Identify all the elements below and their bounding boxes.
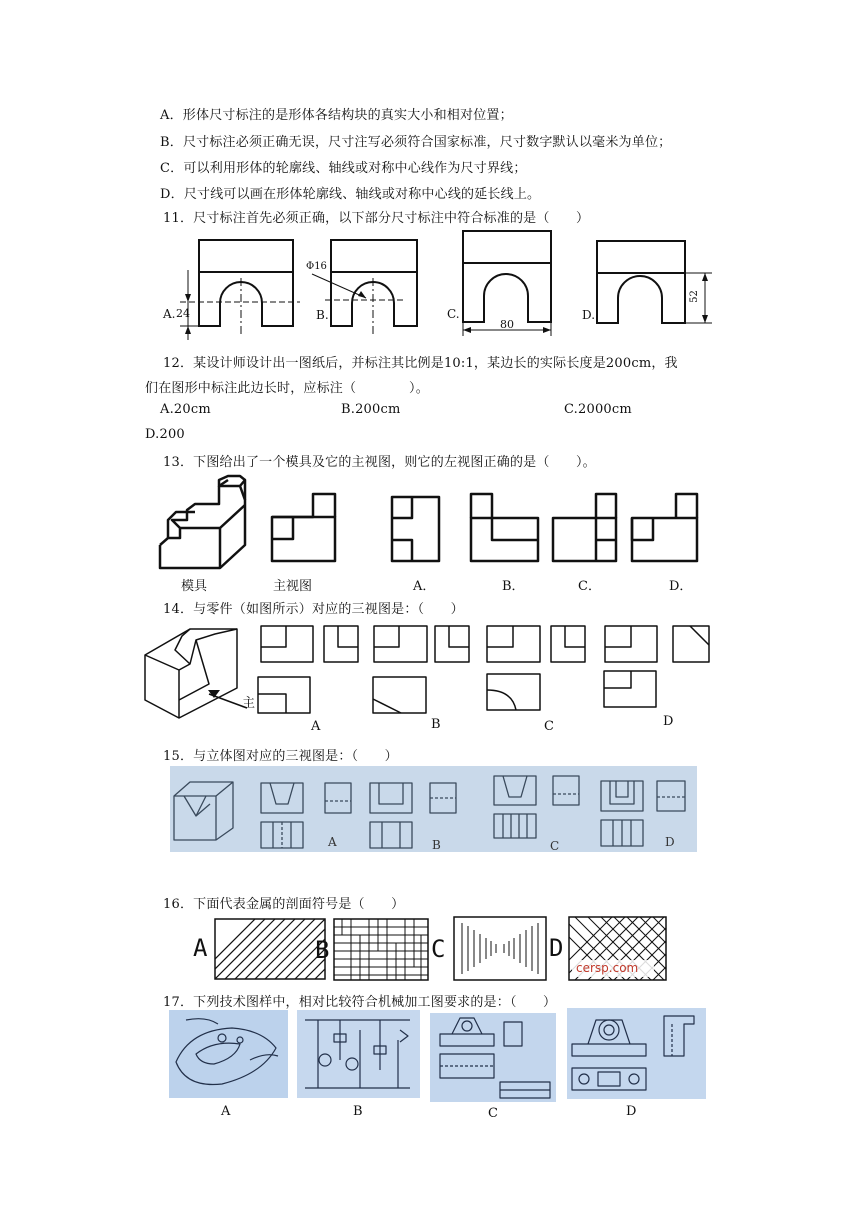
q14-label-c: C xyxy=(544,719,554,734)
q17-label-c: C xyxy=(488,1106,498,1121)
q17-label-b: B xyxy=(353,1104,363,1119)
q15-figures xyxy=(0,766,860,852)
q12-stem-line2: 们在图形中标注此边长时，应标注（ ）。 xyxy=(145,381,429,396)
q16-label-a: A xyxy=(193,934,208,962)
q17-label-d: D xyxy=(626,1104,637,1119)
q15-label-d: D xyxy=(665,835,675,849)
q11-stem: 11．尺寸标注首先必须正确，以下部分尺寸标注中符合标准的是（ ） xyxy=(163,211,590,226)
q16-watermark: cersp.com xyxy=(576,961,639,975)
q16-label-d: D xyxy=(549,934,564,962)
q13-label-d: D． xyxy=(669,579,693,594)
q11-option-d-label: D. xyxy=(582,308,596,322)
q14-stem: 14．与零件（如图所示）对应的三视图是：（ ） xyxy=(163,602,464,617)
q13-label-mold: 模具 xyxy=(181,579,208,594)
q12-stem-line1: 12．某设计师设计出一图纸后，并标注其比例是10:1，某边长的实际长度是200cm，我 xyxy=(163,356,678,371)
q17-figures xyxy=(0,1008,860,1103)
q11-dim-80: 80 xyxy=(500,318,514,331)
q11-dim-phi16: Φ16 xyxy=(306,261,327,272)
q13-label-a: A． xyxy=(413,579,436,594)
q10-option-b: B．尺寸标注必须正确无误，尺寸注写必须符合国家标准，尺寸数字默认以毫米为单位； xyxy=(160,135,672,150)
q14-label-d: D xyxy=(663,714,674,729)
q13-label-b: B． xyxy=(502,579,525,594)
q13-label-front-view: 主视图 xyxy=(273,579,313,594)
q13-label-c: C． xyxy=(578,579,601,594)
q15-stem: 15．与立体图对应的三视图是：（ ） xyxy=(163,749,398,764)
q14-label-a: A xyxy=(311,719,321,734)
q17-stem: 17．下列技术图样中，相对比较符合机械加工图要求的是：（ ） xyxy=(163,995,557,1010)
q14-figures xyxy=(0,618,860,728)
q10-option-a: A．形体尺寸标注的是形体各结构块的真实大小和相对位置； xyxy=(160,108,513,123)
q16-label-c: C xyxy=(431,935,446,963)
q14-label-b: B xyxy=(431,717,441,732)
q12-option-c: C.2000cm xyxy=(564,402,632,417)
q17-label-a: A xyxy=(221,1104,231,1119)
q11-dim-24: 24 xyxy=(176,307,190,320)
q13-figures xyxy=(0,470,860,580)
q12-option-d: D.200 xyxy=(145,427,185,442)
q11-option-a-label: A. xyxy=(163,307,176,321)
q11-dim-52: 52 xyxy=(688,290,700,303)
q10-option-c: C．可以利用形体的轮廓线、轴线或对称中心线作为尺寸界线； xyxy=(160,161,527,176)
q16-label-b: B xyxy=(315,936,330,964)
q11-figures xyxy=(0,225,860,350)
q11-option-c-label: C. xyxy=(447,307,460,321)
q15-label-b: B xyxy=(432,838,441,852)
q13-stem: 13．下图给出了一个模具及它的主视图，则它的左视图正确的是（ ）。 xyxy=(163,455,596,470)
q15-label-c: C xyxy=(550,839,560,853)
q12-option-a: A.20cm xyxy=(160,402,211,417)
q10-option-d: D．尺寸线可以画在形体轮廓线、轴线或对称中心线的延长线上。 xyxy=(160,187,541,202)
q14-arrow-label: 主 xyxy=(242,696,256,711)
q16-figures xyxy=(0,914,860,986)
q11-option-b-label: B. xyxy=(316,308,329,322)
q15-label-a: A xyxy=(328,835,337,849)
q16-stem: 16．下面代表金属的剖面符号是（ ） xyxy=(163,897,405,912)
q12-option-b: B.200cm xyxy=(341,402,401,417)
